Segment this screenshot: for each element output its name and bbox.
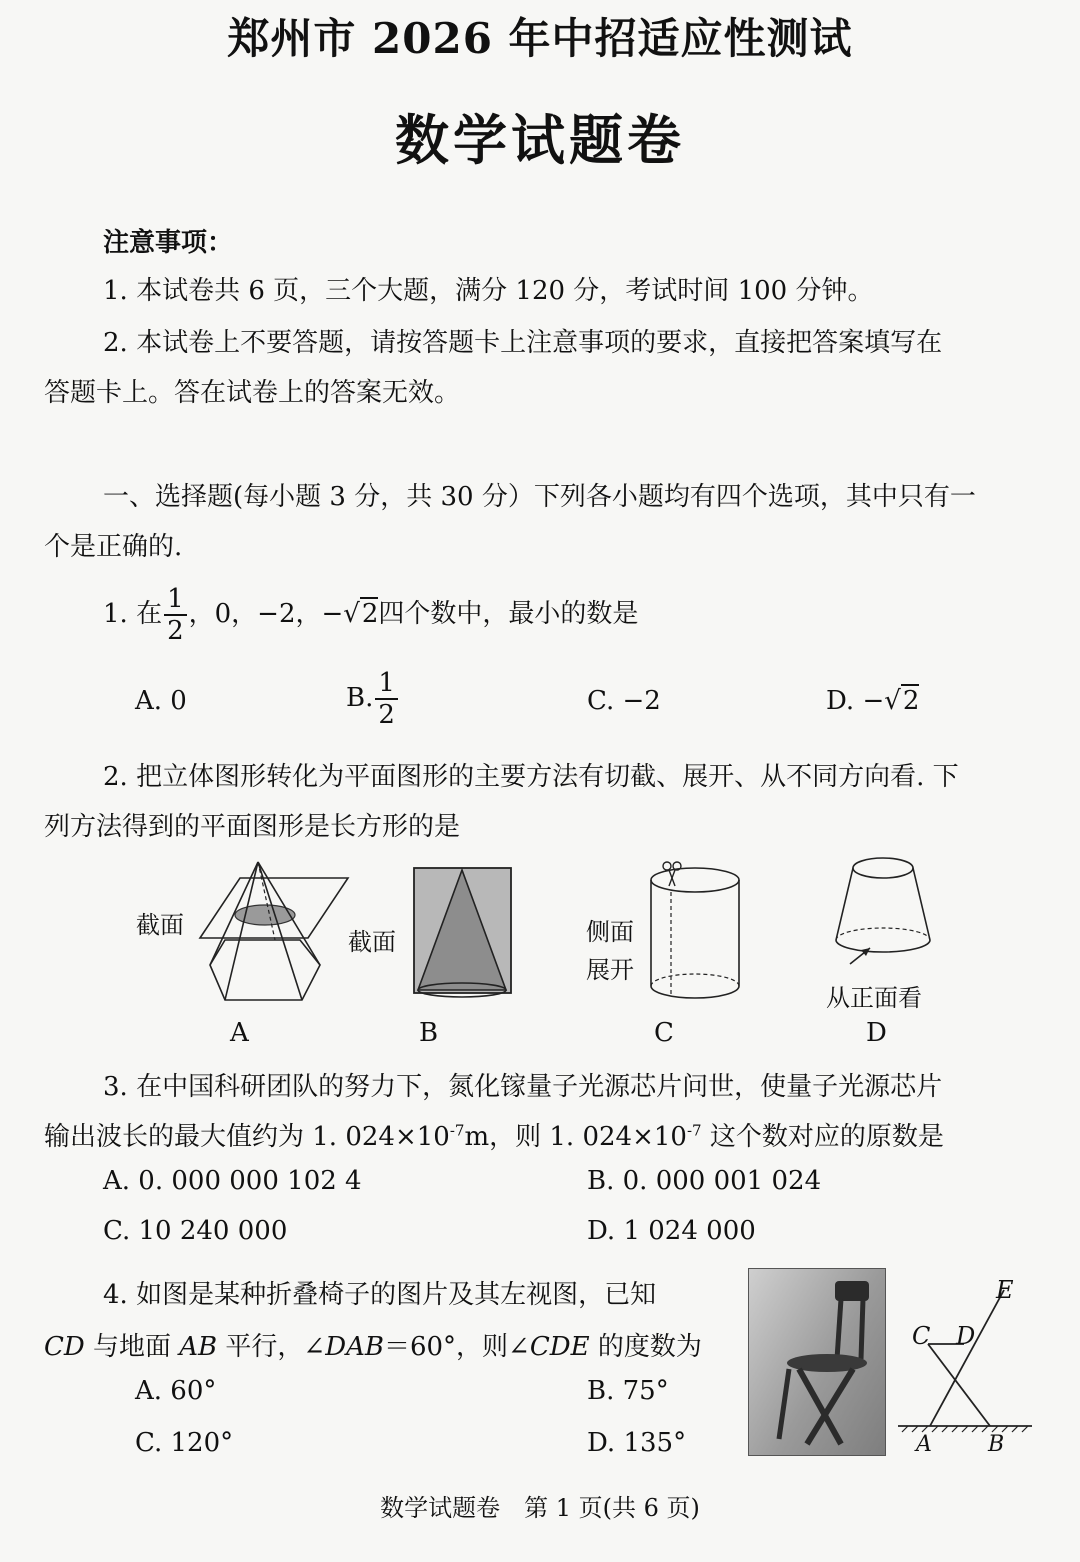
notice-item-2: 2. 本试卷上不要答题，请按答题卡上注意事项的要求，直接把答案填写在 <box>103 328 943 358</box>
figure-c-caption: C <box>654 1018 674 1048</box>
q1-option-b-fraction <box>375 670 398 728</box>
q1-option-b-label: B. <box>346 683 374 713</box>
q1-middle: ，0，−2，− <box>188 599 344 629</box>
figure-b-cone-diagram <box>412 866 514 1000</box>
segment-ae <box>930 1290 1004 1426</box>
q4-text-h: 的度数为 <box>589 1332 702 1362</box>
notice-heading: 注意事项： <box>103 228 234 258</box>
exam-subtitle: 数学试题卷 <box>395 108 685 172</box>
q1-prefix: 1. 在 <box>103 599 163 629</box>
section-heading-cont: 个是正确的. <box>44 532 183 562</box>
q4-text-d: 平行，∠ <box>217 1332 326 1362</box>
figure-a-caption: A <box>230 1018 249 1048</box>
notice-item-2-cont: 答题卡上。答在试卷上的答案无效。 <box>44 378 461 408</box>
figure-a-pyramid-diagram <box>180 860 355 1010</box>
q3-option-c: C. 10 240 000 <box>103 1216 288 1246</box>
q1-fraction <box>164 586 187 644</box>
q1-option-b <box>346 670 400 728</box>
q1-option-b-num: 1 <box>375 670 398 700</box>
figure-c-cylinder-diagram <box>645 858 745 1006</box>
figure-c-label-2: 展开 <box>586 956 634 984</box>
q3-exponent-1: -7 <box>449 1121 465 1140</box>
q4-option-b: B. 75° <box>587 1376 669 1406</box>
point-a-label: A <box>916 1432 932 1457</box>
section-heading: 一、选择题(每小题 3 分，共 30 分）下列各小题均有四个选项，其中只有一 <box>103 482 976 512</box>
sqrt-icon: √ <box>343 599 360 629</box>
page-footer: 数学试题卷 第 1 页(共 6 页) <box>380 1494 700 1522</box>
q1-option-b-den: 2 <box>378 700 395 730</box>
question-2: 2. 把立体图形转化为平面图形的主要方法有切截、展开、从不同方向看. 下 <box>103 762 959 792</box>
q3-text-a: 输出波长的最大值约为 1. 024×10 <box>44 1122 450 1152</box>
q3-option-d: D. 1 024 000 <box>587 1216 756 1246</box>
q1-option-a: A. 0 <box>135 686 187 716</box>
point-b-label: B <box>988 1432 1005 1457</box>
scissors-icon <box>663 862 681 886</box>
q4-option-a: A. 60° <box>135 1376 217 1406</box>
figure-d-label: 从正面看 <box>826 984 922 1012</box>
q1-frac-num: 1 <box>164 586 187 616</box>
q1-option-d <box>826 686 919 716</box>
q3-option-b: B. 0. 000 001 024 <box>587 1166 822 1196</box>
q4-option-c: C. 120° <box>135 1428 234 1458</box>
q4-seg-ab: AB <box>179 1332 218 1362</box>
q3-exponent-2: -7 <box>686 1121 702 1140</box>
question-2-cont: 列方法得到的平面图形是长方形的是 <box>44 812 461 842</box>
q4-seg-cd: CD <box>44 1332 85 1362</box>
q3-text-b: m，则 1. 024×10 <box>464 1122 687 1152</box>
question-3-cont <box>44 1116 944 1153</box>
chair-silhouette-icon <box>749 1269 885 1455</box>
figure-b-label: 截面 <box>348 928 396 956</box>
q1-option-d-label: D. − <box>826 686 885 716</box>
chair-photo <box>748 1268 886 1456</box>
question-4-cont <box>44 1326 702 1363</box>
figure-d-frustum-diagram <box>830 852 936 968</box>
q4-option-d: D. 135° <box>587 1428 687 1458</box>
figure-a-label: 截面 <box>136 911 184 939</box>
point-e-label: E <box>996 1276 1014 1304</box>
q4-angle-cde: CDE <box>529 1332 590 1362</box>
q3-option-a: A. 0. 000 000 102 4 <box>103 1166 362 1196</box>
q4-angle-dab: DAB <box>325 1332 384 1362</box>
notice-item-1: 1. 本试卷共 6 页，三个大题，满分 120 分，考试时间 100 分钟。 <box>103 276 874 306</box>
question-4: 4. 如图是某种折叠椅子的图片及其左视图，已知 <box>103 1280 657 1310</box>
q1-suffix: 四个数中，最小的数是 <box>378 599 639 629</box>
figure-c-label-1: 侧面 <box>586 918 634 946</box>
q3-text-c: 这个数对应的原数是 <box>701 1122 944 1152</box>
q1-radicand: 2 <box>361 599 379 629</box>
figure-d-caption: D <box>866 1018 887 1048</box>
q4-text-b: 与地面 <box>84 1332 180 1362</box>
question-3: 3. 在中国科研团队的努力下，氮化镓量子光源芯片问世，使量子光源芯片 <box>103 1072 943 1102</box>
q1-option-d-radicand: 2 <box>902 686 920 716</box>
sqrt-icon: √ <box>884 686 901 716</box>
question-1 <box>103 586 638 644</box>
q4-text-f: ＝60°，则∠ <box>383 1332 530 1362</box>
figure-b-caption: B <box>419 1018 439 1048</box>
chair-side-view-diagram <box>892 1278 1040 1458</box>
point-c-label: C <box>912 1322 931 1350</box>
q1-option-c: C. −2 <box>587 686 661 716</box>
q1-frac-den: 2 <box>167 616 184 646</box>
point-d-label: D <box>956 1322 976 1350</box>
exam-title: 郑州市 2026 年中招适应性测试 <box>227 14 853 63</box>
